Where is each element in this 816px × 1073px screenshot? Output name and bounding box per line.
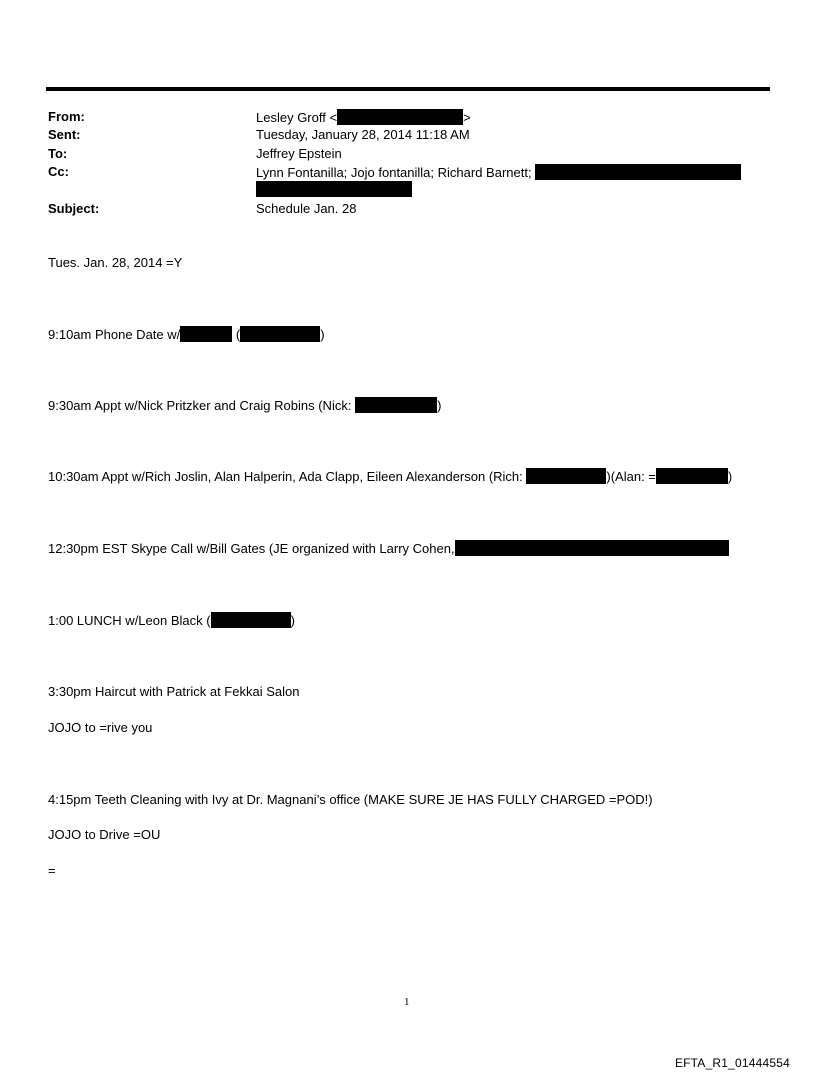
skype-call-text: 12:30pm EST Skype Call w/Bill Gates (JE organized with Larry Cohen,: [48, 541, 455, 556]
from-label: From:: [48, 109, 85, 124]
phone-date-text: 9:10am Phone Date w/: [48, 327, 181, 342]
haircut-line: 3:30pm Haircut with Patrick at Fekkai Salon: [48, 684, 300, 699]
lunch-end: ): [290, 613, 295, 628]
redaction-block: [337, 109, 463, 125]
redaction-block: [455, 540, 729, 556]
cc-label: Cc:: [48, 164, 69, 179]
teeth-cleaning-line: 4:15pm Teeth Cleaning with Ivy at Dr. Magnani’s office (MAKE SURE JE HAS FULLY CHARGED =POD!): [48, 792, 653, 807]
cc-value-cont: [256, 181, 412, 197]
redaction-block: [355, 397, 437, 413]
phone-date-mid: (: [232, 327, 241, 342]
lunch-line: [48, 612, 295, 628]
to-value: Jeffrey Epstein: [256, 146, 342, 161]
sent-value: Tuesday, January 28, 2014 11:18 AM: [256, 127, 470, 142]
appt-joslin-line: [48, 468, 732, 484]
appt-pritzker-text: 9:30am Appt w/Nick Pritzker and Craig Robins (Nick:: [48, 398, 356, 413]
subject-label: Subject:: [48, 201, 100, 216]
lunch-text: 1:00 LUNCH w/Leon Black (: [48, 613, 211, 628]
jojo-drive-line-1: JOJO to =rive you: [48, 720, 153, 735]
skype-call-line: [48, 540, 729, 556]
redaction-block: [256, 181, 412, 197]
subject-value: Schedule Jan. 28: [256, 201, 357, 216]
cc-recipients: Lynn Fontanilla; Jojo fontanilla; Richard Barnett;: [256, 165, 532, 180]
appt-joslin-end: ): [727, 469, 733, 484]
redaction-block: [535, 164, 741, 180]
date-line: Tues. Jan. 28, 2014 =Y: [48, 255, 183, 270]
document-id: EFTA_R1_01444554: [674, 1056, 790, 1070]
from-value: [256, 109, 471, 125]
to-label: To:: [48, 146, 68, 161]
from-close: >: [463, 110, 471, 125]
jojo-drive-line-2: JOJO to Drive =OU: [48, 827, 161, 842]
redaction-block: [211, 612, 291, 628]
phone-date-end: ): [320, 327, 325, 342]
appt-joslin-text: 10:30am Appt w/Rich Joslin, Alan Halperin, Ada Clapp, Eileen Alexanderson (Rich:: [48, 469, 527, 484]
trailing-equals: =: [48, 863, 56, 878]
sent-label: Sent:: [48, 127, 81, 142]
appt-pritzker-end: ): [437, 398, 442, 413]
header-rule: [46, 87, 770, 91]
phone-date-line: [48, 326, 325, 342]
cc-value: [256, 164, 741, 180]
redaction-block: [180, 326, 232, 342]
appt-joslin-mid: )(Alan: =: [606, 469, 656, 484]
appt-pritzker-line: [48, 397, 441, 413]
redaction-block: [526, 468, 606, 484]
page-number: 1: [404, 996, 410, 1008]
redaction-block: [656, 468, 728, 484]
redaction-block: [240, 326, 320, 342]
from-name: Lesley Groff <: [256, 110, 338, 125]
